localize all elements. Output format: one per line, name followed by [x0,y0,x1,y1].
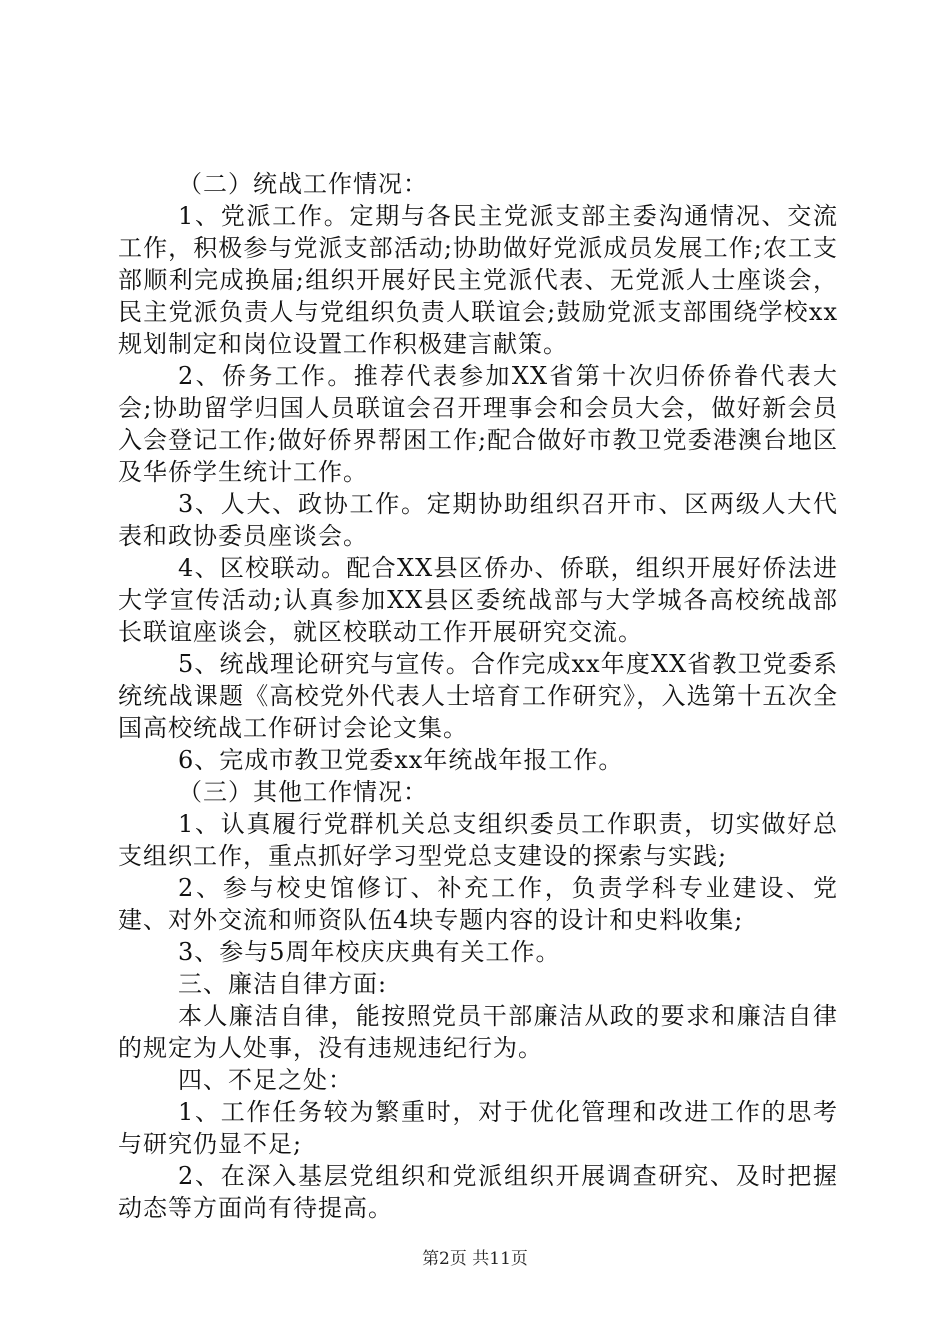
section-heading-other-work: （三）其他工作情况： [178,778,428,806]
document-body [118,168,838,1224]
section-heading-shortcomings: 四、不足之处： [178,1066,353,1094]
paragraph-organization-duties: 1、认真履行党群机关总支组织委员工作职责，切实做好总支组织工作，重点抓好学习型党总支建设的探索与实践; [118,810,838,870]
section-heading-united-front: （二）统战工作情况： [178,170,428,198]
paragraph-party-work: 1、党派工作。定期与各民主党派支部主委沟通情况、交流工作，积极参与党派支部活动;协助做好党派成员发展工作;农工支部顺利完成换届;组织开展好民主党派代表、无党派人士座谈会，民主党派负责人与党组织负责人联谊会;鼓励党派支部围绕学校xx规划制定和岗位设置工作积极建言献策。 [118,202,838,358]
paragraph-school-history-museum: 2、参与校史馆修订、补充工作，负责学科专业建设、党建、对外交流和师资队伍4块专题内容的设计和史料收集; [118,874,838,934]
page-number-footer: 第2页 共11页 [422,1249,528,1269]
paragraph-shortcoming-2: 2、在深入基层党组织和党派组织开展调查研究、及时把握动态等方面尚有待提高。 [118,1162,838,1222]
paragraph-npc-cppcc-work: 3、人大、政协工作。定期协助组织召开市、区两级人大代表和政协委员座谈会。 [118,490,838,550]
paragraph-anniversary: 3、参与5周年校庆庆典有关工作。 [178,938,561,966]
paragraph-district-school-linkage: 4、区校联动。配合XX县区侨办、侨联，组织开展好侨法进大学宣传活动;认真参加XX县区委统战部与大学城各高校统战部长联谊座谈会，就区校联动工作开展研究交流。 [118,554,838,646]
paragraph-annual-report: 6、完成市教卫党委xx年统战年报工作。 [178,746,624,774]
paragraph-overseas-chinese-affairs: 2、侨务工作。推荐代表参加XX省第十次归侨侨眷代表大会;协助留学归国人员联谊会召开理事会和会员大会，做好新会员入会登记工作;做好侨界帮困工作;配合做好市教卫党委港澳台地区及华侨学生统计工作。 [118,362,838,486]
paragraph-integrity: 本人廉洁自律，能按照党员干部廉洁从政的要求和廉洁自律的规定为人处事，没有违规违纪行为。 [118,1002,838,1062]
section-heading-integrity: 三、廉洁自律方面: [178,970,388,998]
paragraph-shortcoming-1: 1、工作任务较为繁重时，对于优化管理和改进工作的思考与研究仍显不足; [118,1098,838,1158]
paragraph-theory-research: 5、统战理论研究与宣传。合作完成xx年度XX省教卫党委系统统战课题《高校党外代表人士培育工作研究》，入选第十五次全国高校统战工作研讨会论文集。 [118,650,838,742]
